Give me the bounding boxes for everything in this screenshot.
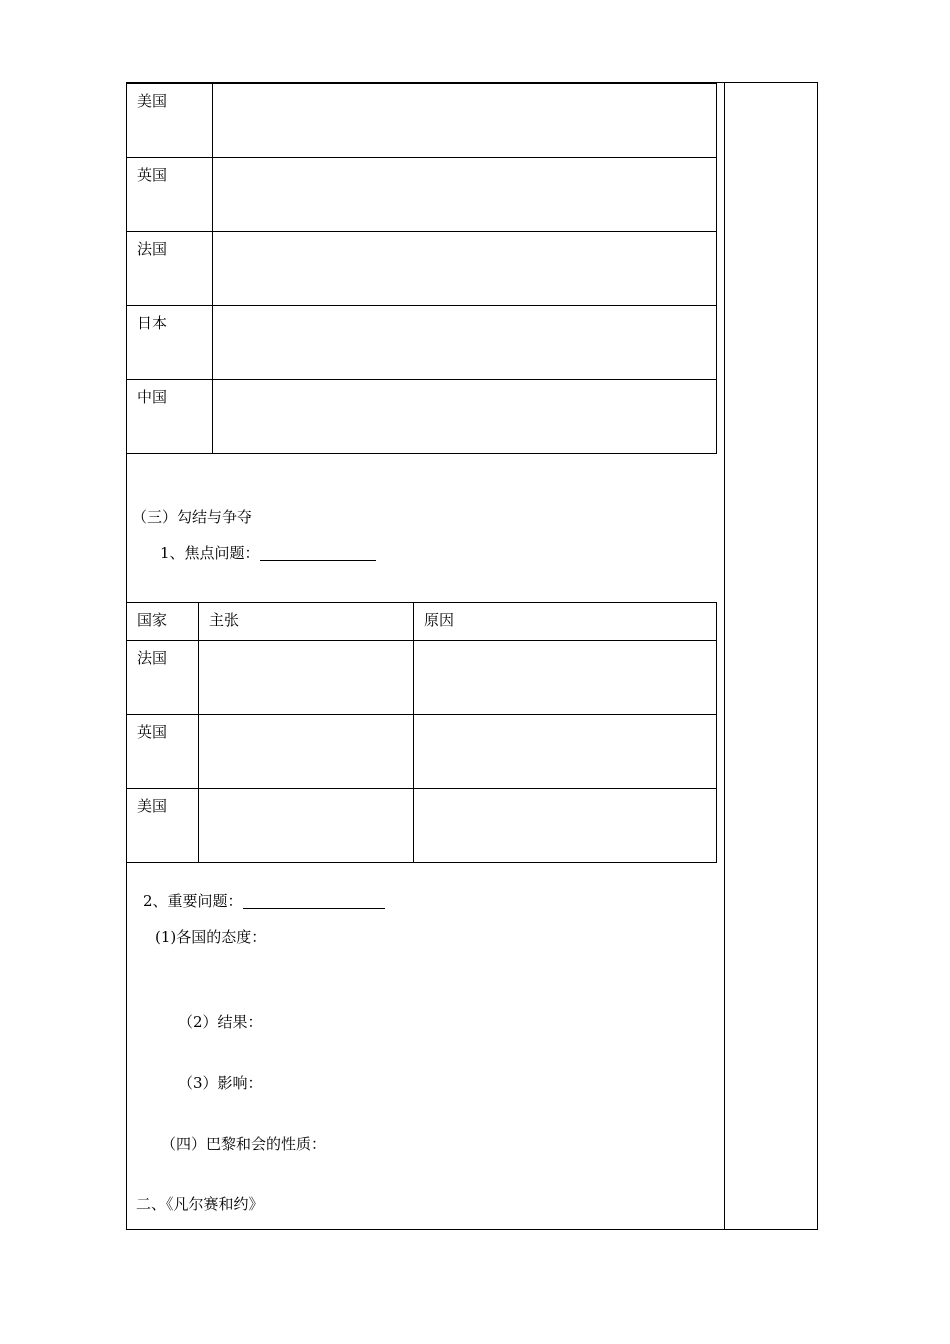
answer-cell[interactable]	[213, 306, 717, 380]
answer-cell[interactable]	[213, 84, 717, 158]
claim-cell[interactable]	[199, 641, 414, 715]
answer-cell[interactable]	[213, 380, 717, 454]
claim-cell[interactable]	[199, 715, 414, 789]
answer-cell[interactable]	[213, 158, 717, 232]
country-cell: 中国	[127, 380, 213, 454]
section-4-heading: （四）巴黎和会的性质：	[161, 1135, 327, 1153]
positions-table	[126, 602, 717, 863]
country-cell: 美国	[127, 84, 213, 158]
important-question	[143, 894, 385, 909]
focus-question-blank[interactable]	[260, 546, 376, 561]
country-cell: 日本	[127, 306, 213, 380]
country-cell: 英国	[127, 158, 213, 232]
countries-table	[126, 83, 717, 454]
table-row	[127, 789, 717, 863]
claim-cell[interactable]	[199, 789, 414, 863]
table-row	[127, 158, 717, 232]
reason-cell[interactable]	[414, 789, 717, 863]
notes-column-divider	[724, 82, 725, 1230]
country-cell: 英国	[127, 715, 199, 789]
table-row	[127, 306, 717, 380]
part-2-heading: 二、《凡尔赛和约》	[136, 1195, 264, 1213]
country-cell: 法国	[127, 641, 199, 715]
reason-cell[interactable]	[414, 641, 717, 715]
table-row	[127, 641, 717, 715]
impact-label: （3）影响：	[178, 1074, 263, 1092]
focus-question	[160, 546, 376, 561]
country-cell: 美国	[127, 789, 199, 863]
important-question-blank[interactable]	[243, 894, 385, 909]
section-3-heading: （三）勾结与争夺	[132, 508, 253, 526]
table-row	[127, 380, 717, 454]
answer-cell[interactable]	[213, 232, 717, 306]
header-reason: 原因	[414, 603, 717, 641]
table-row	[127, 232, 717, 306]
header-country: 国家	[127, 603, 199, 641]
country-cell: 法国	[127, 232, 213, 306]
table-row	[127, 84, 717, 158]
important-question-label: 2、重要问题：	[143, 892, 243, 910]
table-header-row	[127, 603, 717, 641]
header-claim: 主张	[199, 603, 414, 641]
result-label: （2）结果：	[178, 1013, 263, 1031]
reason-cell[interactable]	[414, 715, 717, 789]
attitudes-label: (1)各国的态度：	[155, 928, 267, 946]
focus-question-label: 1、焦点问题：	[160, 544, 260, 562]
table-row	[127, 715, 717, 789]
